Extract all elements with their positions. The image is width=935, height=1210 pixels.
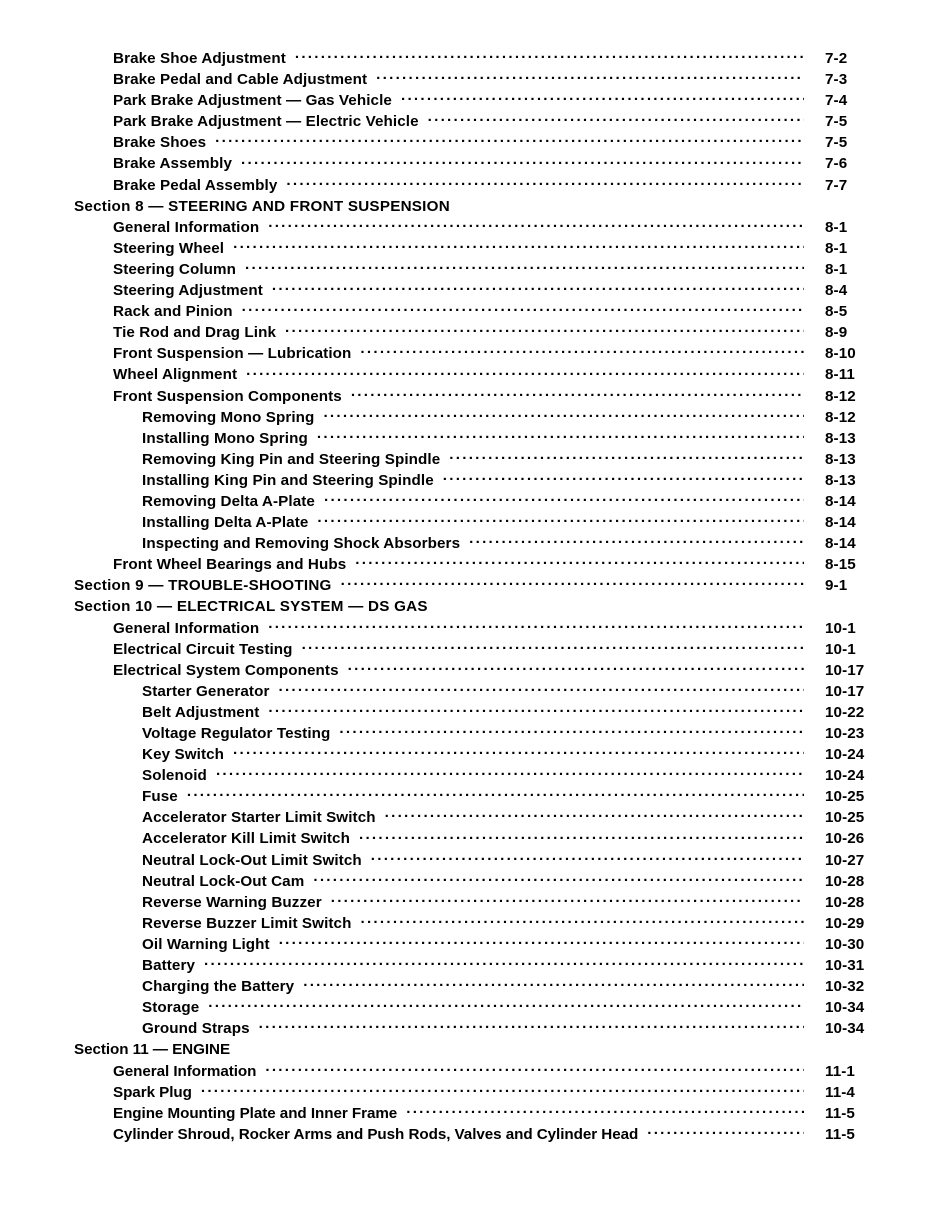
dot-leader — [268, 216, 804, 232]
entry-label: Rack and Pinion — [113, 303, 233, 321]
dot-leader — [385, 806, 804, 822]
page-number: 11-1 — [825, 1062, 855, 1080]
dot-leader — [449, 448, 804, 464]
dot-leader — [341, 574, 804, 590]
page-number: 11-5 — [825, 1125, 855, 1143]
toc-section-heading[interactable] — [0, 195, 935, 216]
dot-leader — [313, 870, 804, 886]
section-heading-label: Section 11 — ENGINE — [74, 1041, 231, 1059]
entry-label: General Information — [113, 218, 260, 236]
toc-entry[interactable] — [0, 722, 935, 743]
entry-label: Neutral Lock-Out Limit Switch — [142, 851, 362, 869]
entry-label: Front Suspension — Lubrication — [113, 345, 352, 363]
toc-entry[interactable] — [0, 764, 935, 785]
entry-label: Accelerator Kill Limit Switch — [142, 830, 350, 848]
entry-label: Tie Rod and Drag Link — [113, 324, 276, 342]
toc-entry[interactable] — [0, 342, 935, 363]
toc-entry[interactable] — [0, 1102, 935, 1123]
dot-leader — [187, 785, 804, 801]
entry-label: Steering Column — [113, 260, 237, 278]
dot-leader — [406, 1102, 804, 1118]
entry-label: Key Switch — [142, 746, 225, 764]
entry-label: Park Brake Adjustment — Gas Vehicle — [113, 92, 392, 110]
dot-leader — [348, 659, 804, 675]
page-number: 10-24 — [825, 767, 865, 785]
page-number: 9-1 — [825, 577, 848, 595]
dot-leader — [360, 342, 804, 358]
toc-entry[interactable] — [0, 363, 935, 384]
toc-entry[interactable] — [0, 933, 935, 954]
page-number: 10-17 — [825, 661, 865, 679]
entry-label: Inspecting and Removing Shock Absorbers — [142, 535, 461, 553]
entry-label: Charging the Battery — [142, 978, 295, 996]
dot-leader — [428, 110, 804, 126]
toc-entry[interactable] — [0, 448, 935, 469]
page-number: 10-23 — [825, 725, 865, 742]
toc-entry[interactable] — [0, 321, 935, 342]
dot-leader — [303, 975, 804, 991]
dot-leader — [268, 701, 804, 717]
entry-label: Accelerator Starter Limit Switch — [142, 809, 376, 827]
page-number: 8-14 — [825, 535, 856, 553]
toc-entry[interactable] — [0, 300, 935, 321]
entry-label: Oil Warning Light — [142, 935, 270, 953]
entry-label: General Information — [113, 1062, 257, 1080]
dot-leader — [278, 680, 804, 696]
page-number: 7-5 — [825, 113, 848, 131]
toc-entry[interactable] — [0, 827, 935, 848]
toc-entry[interactable] — [0, 89, 935, 110]
page-number: 10-1 — [825, 640, 856, 658]
dot-leader — [242, 300, 804, 316]
toc-entry[interactable] — [0, 385, 935, 406]
toc-entry[interactable] — [0, 469, 935, 490]
toc-entry[interactable] — [0, 490, 935, 511]
entry-label: Engine Mounting Plate and Inner Frame — [113, 1104, 398, 1122]
page-number: 8-1 — [825, 260, 848, 278]
entry-label: Reverse Buzzer Limit Switch — [142, 914, 352, 932]
dot-leader — [216, 764, 804, 780]
dot-leader — [302, 638, 804, 654]
entry-label: Ground Straps — [142, 1020, 250, 1038]
toc-entry[interactable] — [0, 891, 935, 912]
entry-label: Removing King Pin and Steering Spindle — [142, 450, 441, 468]
toc-entry[interactable] — [0, 680, 935, 701]
page-number: 10-28 — [825, 893, 865, 911]
dot-leader — [233, 237, 804, 253]
toc-entry[interactable] — [0, 68, 935, 89]
dot-leader — [246, 363, 804, 379]
dot-leader — [331, 891, 804, 907]
toc-entry[interactable] — [0, 279, 935, 300]
page-number: 11-5 — [825, 1104, 855, 1122]
entry-label: Installing King Pin and Steering Spindle — [142, 471, 434, 489]
page-number: 8-13 — [825, 450, 856, 468]
entry-label: Electrical System Components — [113, 661, 339, 679]
entry-label: Cylinder Shroud, Rocker Arms and Push Rods, Valves and Cylinder Head — [113, 1125, 639, 1143]
toc-entry[interactable] — [0, 174, 935, 195]
dot-leader — [317, 427, 804, 443]
entry-label: Removing Delta A-Plate — [142, 492, 315, 510]
toc-entry[interactable] — [0, 849, 935, 870]
entry-label: Voltage Regulator Testing — [142, 725, 331, 742]
dot-leader — [359, 827, 804, 843]
toc-entry[interactable] — [0, 532, 935, 553]
entry-label: General Information — [113, 619, 260, 637]
page-number: 11-4 — [825, 1083, 855, 1101]
dot-leader — [317, 511, 804, 527]
page-number: 10-17 — [825, 682, 865, 700]
page-number: 10-34 — [825, 1020, 865, 1038]
dot-leader — [323, 406, 804, 422]
entry-label: Spark Plug — [113, 1083, 192, 1101]
page-number: 10-30 — [825, 935, 865, 953]
dot-leader — [241, 152, 804, 168]
toc-entry[interactable] — [0, 1017, 935, 1038]
toc-entry[interactable] — [0, 47, 935, 68]
entry-label: Steering Adjustment — [113, 282, 263, 300]
entry-label: Brake Pedal and Cable Adjustment — [113, 71, 368, 89]
dot-leader — [286, 174, 804, 190]
entry-label: Installing Delta A-Plate — [142, 514, 309, 532]
entry-label: Solenoid — [142, 767, 207, 785]
toc-entry[interactable] — [0, 406, 935, 427]
dot-leader — [647, 1123, 804, 1139]
page-number: 8-1 — [825, 218, 848, 236]
page-number: 8-14 — [825, 492, 856, 510]
toc-entry[interactable] — [0, 553, 935, 574]
page-number: 8-15 — [825, 556, 856, 574]
page-number: 10-1 — [825, 619, 856, 637]
toc-entry[interactable] — [0, 216, 935, 237]
page-number: 7-2 — [825, 50, 848, 67]
entry-label: Wheel Alignment — [113, 366, 238, 384]
dot-leader — [268, 617, 804, 633]
page-number: 8-4 — [825, 282, 848, 300]
toc-entry[interactable] — [0, 743, 935, 764]
toc-entry[interactable] — [0, 427, 935, 448]
page-number: 7-7 — [825, 176, 848, 194]
dot-leader — [443, 469, 804, 485]
dot-leader — [401, 89, 804, 105]
page-number: 10-29 — [825, 914, 865, 932]
entry-label: Removing Mono Spring — [142, 408, 315, 426]
page-number: 10-34 — [825, 999, 865, 1017]
entry-label: Brake Shoe Adjustment — [113, 50, 286, 67]
page-number: 10-31 — [825, 957, 865, 975]
entry-label: Front Wheel Bearings and Hubs — [113, 556, 347, 574]
dot-leader — [355, 553, 804, 569]
section-heading-label: Section 9 — TROUBLE-SHOOTING — [74, 577, 332, 595]
entry-label: Neutral Lock-Out Cam — [142, 872, 305, 890]
toc-entry[interactable] — [0, 912, 935, 933]
toc-entry[interactable] — [0, 1123, 935, 1144]
toc-entry[interactable] — [0, 511, 935, 532]
toc-entry[interactable] — [0, 975, 935, 996]
page-number: 10-25 — [825, 809, 865, 827]
toc-entry[interactable] — [0, 806, 935, 827]
page-number: 8-12 — [825, 408, 856, 426]
toc-section-heading[interactable] — [0, 595, 935, 616]
dot-leader — [339, 722, 804, 738]
toc-entry[interactable] — [0, 659, 935, 680]
dot-leader — [469, 532, 804, 548]
dot-leader — [437, 595, 804, 611]
page-number: 8-13 — [825, 471, 856, 489]
toc-entry[interactable] — [0, 785, 935, 806]
entry-label: Park Brake Adjustment — Electric Vehicle — [113, 113, 419, 131]
dot-leader — [259, 1017, 804, 1033]
page-number: 10-32 — [825, 978, 865, 996]
page-number: 7-5 — [825, 134, 848, 152]
dot-leader — [371, 849, 804, 865]
entry-label: Brake Pedal Assembly — [113, 176, 278, 194]
toc-entry[interactable] — [0, 237, 935, 258]
toc-entry[interactable] — [0, 954, 935, 975]
entry-label: Reverse Warning Buzzer — [142, 893, 322, 911]
dot-leader — [272, 279, 804, 295]
page-number: 8-10 — [825, 345, 856, 363]
entry-label: Storage — [142, 999, 200, 1017]
dot-leader — [265, 1060, 804, 1076]
toc-entry[interactable] — [0, 152, 935, 173]
dot-leader — [459, 195, 804, 211]
entry-label: Fuse — [142, 788, 178, 806]
toc-section-heading[interactable] — [0, 1038, 935, 1059]
dot-leader — [324, 490, 804, 506]
page-number: 8-1 — [825, 239, 848, 257]
dot-leader — [204, 954, 804, 970]
toc-entry[interactable] — [0, 996, 935, 1017]
page-number: 10-27 — [825, 851, 865, 869]
page-number: 10-25 — [825, 788, 865, 806]
dot-leader — [233, 743, 804, 759]
dot-leader — [376, 68, 804, 84]
toc-entry[interactable] — [0, 131, 935, 152]
page-number: 8-5 — [825, 303, 848, 321]
dot-leader — [208, 996, 804, 1012]
toc-entry[interactable] — [0, 617, 935, 638]
page-number: 10-24 — [825, 746, 865, 764]
entry-label: Brake Shoes — [113, 134, 207, 152]
page-number: 8-9 — [825, 324, 848, 342]
page-number: 7-6 — [825, 155, 848, 173]
entry-label: Starter Generator — [142, 682, 270, 700]
section-heading-label: Section 10 — ELECTRICAL SYSTEM — DS GAS — [74, 598, 428, 616]
toc-entry[interactable] — [0, 701, 935, 722]
page-number: 7-4 — [825, 92, 848, 110]
entry-label: Electrical Circuit Testing — [113, 640, 293, 658]
toc-entry[interactable] — [0, 1081, 935, 1102]
page-number: 10-28 — [825, 872, 865, 890]
entry-label: Installing Mono Spring — [142, 429, 308, 447]
entry-label: Battery — [142, 957, 196, 975]
dot-leader — [239, 1038, 804, 1054]
toc-section-heading[interactable] — [0, 574, 935, 595]
entry-label: Front Suspension Components — [113, 387, 342, 405]
toc-entry[interactable] — [0, 258, 935, 279]
dot-leader — [285, 321, 804, 337]
dot-leader — [295, 47, 804, 63]
dot-leader — [279, 933, 804, 949]
toc-entry[interactable] — [0, 638, 935, 659]
dot-leader — [245, 258, 804, 274]
section-heading-label: Section 8 — STEERING AND FRONT SUSPENSION — [74, 197, 450, 215]
page-number: 10-22 — [825, 703, 865, 721]
dot-leader — [215, 131, 804, 147]
toc-entry[interactable] — [0, 1060, 935, 1081]
page-number: 8-11 — [825, 366, 855, 384]
entry-label: Belt Adjustment — [142, 703, 260, 721]
toc-entry[interactable] — [0, 110, 935, 131]
table-of-contents — [0, 47, 935, 1144]
entry-label: Steering Wheel — [113, 239, 225, 257]
toc-entry[interactable] — [0, 870, 935, 891]
entry-label: Brake Assembly — [113, 155, 233, 173]
page-number: 8-13 — [825, 429, 856, 447]
dot-leader — [360, 912, 804, 928]
dot-leader — [351, 385, 804, 401]
page-number: 10-26 — [825, 830, 865, 848]
page-number: 8-14 — [825, 514, 856, 532]
page-number: 8-12 — [825, 387, 856, 405]
page-number: 7-3 — [825, 71, 848, 89]
dot-leader — [201, 1081, 804, 1097]
